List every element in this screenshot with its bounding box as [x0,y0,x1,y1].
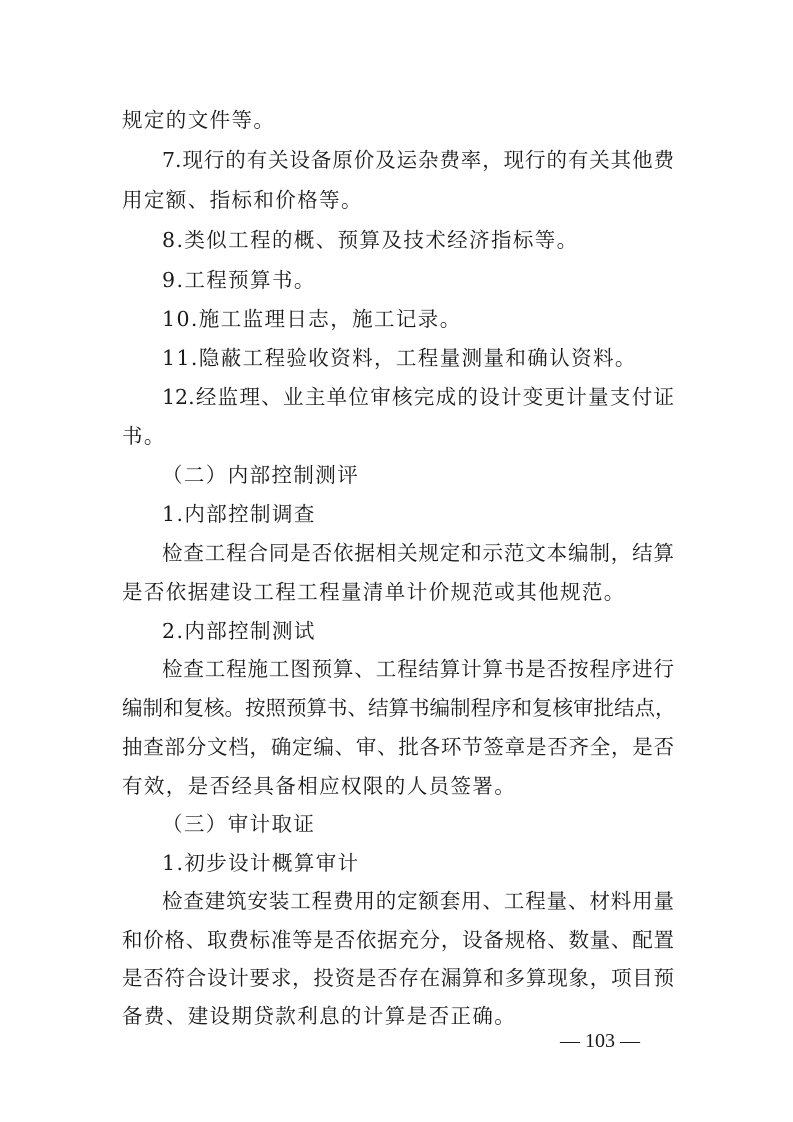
list-item-9: 9.工程预算书。 [162,268,316,292]
section-heading-internal-control: （二）内部控制测评 [162,463,360,487]
subsection-heading: 2.内部控制测试 [162,619,316,643]
paragraph-line: 检查工程合同是否依据相关规定和示范文本编制，结算 [162,541,674,565]
paragraph-line: 检查工程施工图预算、工程结算计算书是否按程序进行 [162,657,674,681]
list-item-8: 8.类似工程的概、预算及技术经济指标等。 [162,228,579,252]
paragraph-line: 书。 [122,424,166,448]
paragraph-line: 有效，是否经具备相应权限的人员签署。 [122,774,517,798]
subsection-heading: 1.内部控制调查 [162,502,316,526]
paragraph-line: 用定额、指标和价格等。 [122,188,363,212]
paragraph-line: 规定的文件等。 [122,108,276,132]
list-item-12: 12.经监理、业主单位审核完成的设计变更计量支付证 [162,385,674,409]
paragraph-line: 是否符合设计要求，投资是否存在漏算和多算现象，项目预 [122,966,674,990]
section-heading-audit-evidence: （三）审计取证 [162,812,316,836]
paragraph-line: 是否依据建设工程工程量清单计价规范或其他规范。 [122,580,626,604]
list-item-10: 10.施工监理日志，施工记录。 [162,307,462,331]
paragraph-line: 备费、建设期贷款利息的计算是否正确。 [122,1004,517,1028]
subsection-heading: 1.初步设计概算审计 [162,851,360,875]
paragraph-line: 编制和复核。按照预算书、结算书编制程序和复核审批结点， [122,696,676,720]
list-item-11: 11.隐蔽工程验收资料，工程量测量和确认资料。 [162,346,637,370]
paragraph-line: 抽查部分文档，确定编、审、批各环节签章是否齐全，是否 [122,735,674,759]
paragraph-line: 检查建筑安装工程费用的定额套用、工程量、材料用量 [162,889,674,913]
paragraph-line: 和价格、取费标准等是否依据充分，设备规格、数量、配置 [122,928,674,952]
page-number: — 103 — [560,1030,640,1052]
list-item-7: 7.现行的有关设备原价及运杂费率，现行的有关其他费 [162,148,674,172]
